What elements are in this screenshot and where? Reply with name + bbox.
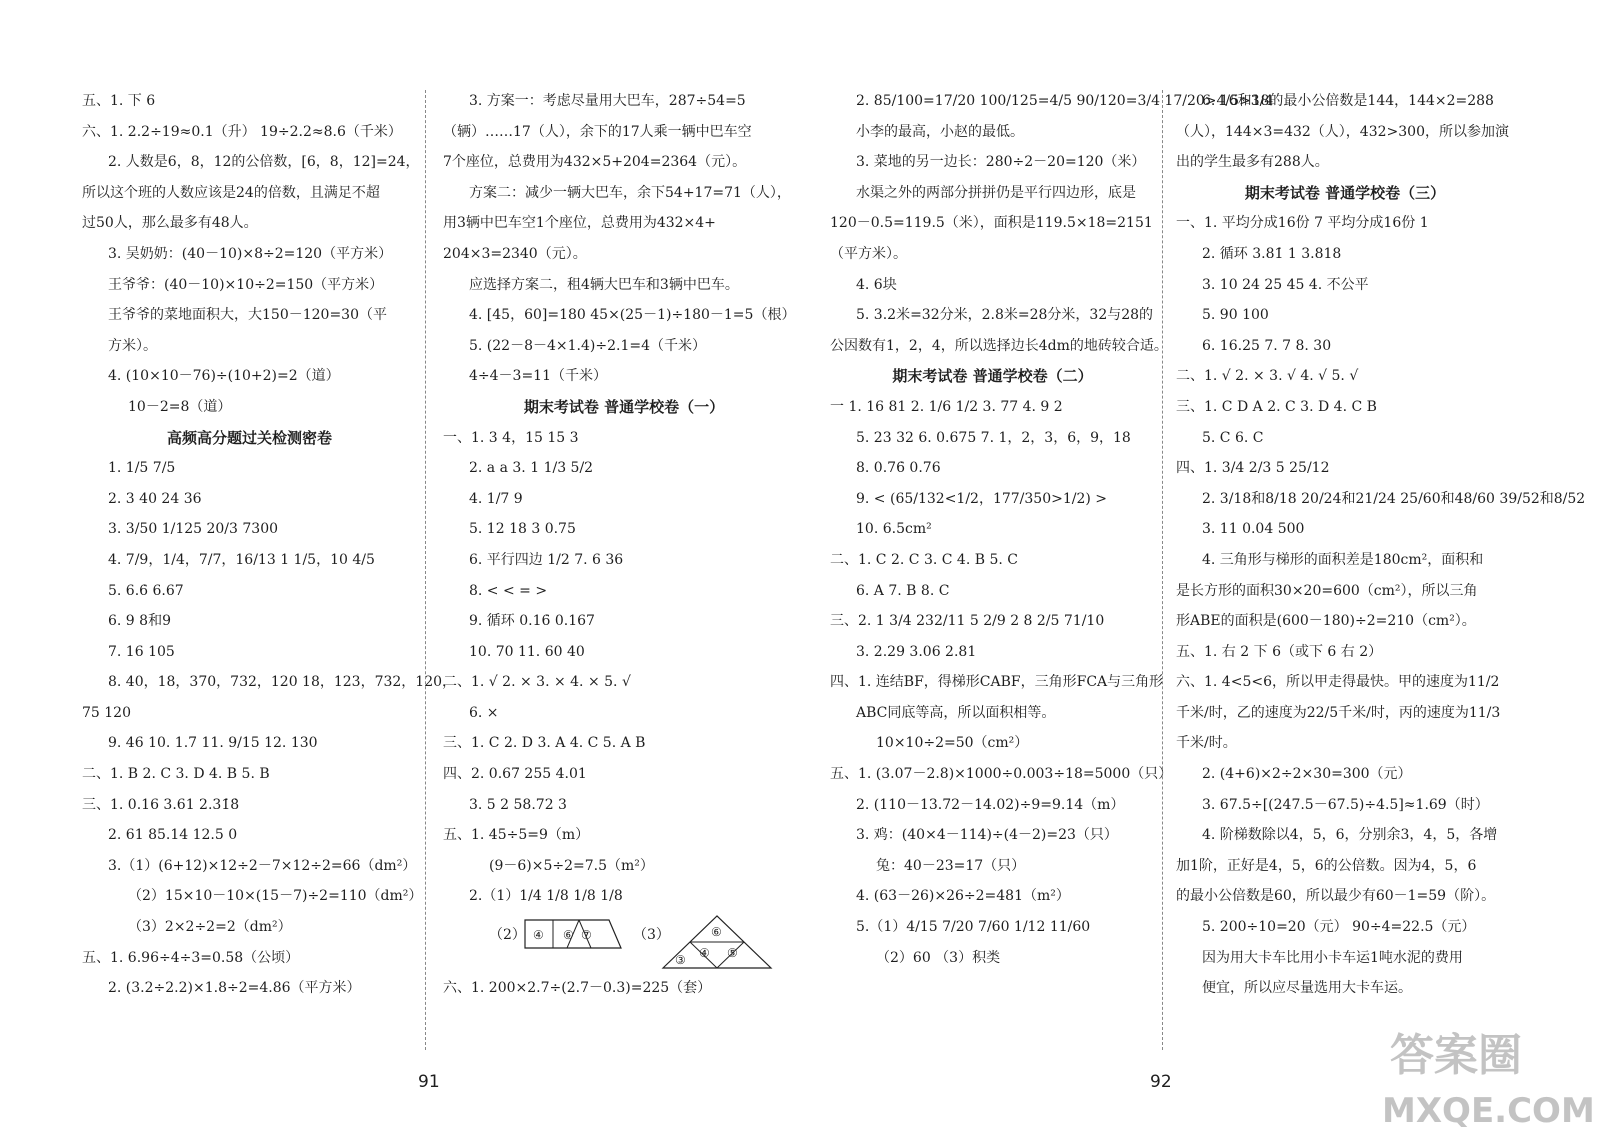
answer-line: 出的学生最多有288人。 (1176, 154, 1329, 171)
answer-line: 9. 46 10. 1.7 11. 9/15 12. 130 (108, 735, 318, 752)
answer-line: 二、1. √ 2. × 3. × 4. × 5. √ (443, 674, 631, 691)
answer-line: 6. 平行四边 1/2 7. 6 36 (469, 551, 624, 568)
answer-line: 方米）。 (108, 337, 157, 354)
section-heading: 期末考试卷 普通学校卷（一） (523, 397, 725, 416)
section-heading: 期末考试卷 普通学校卷（三） (1244, 183, 1446, 202)
answer-column-2 (443, 86, 805, 1004)
answer-line: 5. 23 32 6. 0.675 7. 1，2，3，6，9，18 (856, 429, 1131, 446)
answer-line: 便宜，所以应尽量选用大卡车运。 (1202, 980, 1412, 997)
answer-line: 六、1. 2.2÷19≈0.1（升） 19÷2.2≈8.6（千米） (82, 123, 402, 140)
answer-line: 3. 吴奶奶：(40－10)×8÷2=120（平方米） (108, 245, 393, 262)
answer-line: 四、1. 3/4 2/3 5 25/12 (1176, 460, 1330, 477)
answer-line: 王爷爷的菜地面积大，大150－120=30（平 (108, 307, 387, 324)
page-number-right: 92 (1150, 1072, 1172, 1092)
answer-line: 4. 6块 (856, 276, 897, 293)
answer-line: 3. 67.5÷[(247.5－67.5)÷4.5]≈1.69（时） (1202, 796, 1489, 813)
answer-line: 5. 6.6̇ 6.67 (108, 582, 184, 599)
answer-line: 4÷4－3=11（千米） (469, 368, 607, 385)
answer-line: 一、1. 3 4，15 15 3 (443, 429, 579, 446)
answer-line: 三、1. C 2. D 3. A 4. C 5. A B (443, 735, 646, 752)
answer-line: 3. 3/50 1/125 20/3 7300 (108, 521, 279, 538)
answer-line: 小李的最高，小赵的最低。 (856, 123, 1024, 140)
answer-line: 7. 16 105 (108, 643, 175, 660)
answer-line: 五、1. 45÷5=9（m） (443, 827, 590, 844)
answer-line: 204×3=2340（元）。 (443, 245, 587, 262)
answer-line: 是长方形的面积30×20=600（cm²），所以三角 (1176, 582, 1478, 599)
answer-line: 4. (63－26)×26÷2=481（m²） (856, 888, 1070, 905)
answer-line: 四、2. 0.67̇ 255 4.01 (443, 766, 587, 783)
answer-line: 5. 200÷10=20（元） 90÷4=22.5（元） (1202, 919, 1476, 936)
answer-line: 5. 90 100 (1202, 307, 1269, 324)
answer-line: 5. C 6. C (1202, 429, 1264, 446)
svg-text:④: ④ (699, 946, 710, 961)
answer-line: 2. (3.2÷2.2)×1.8÷2=4.86（平方米） (108, 980, 361, 997)
answer-line: 4. (10×10－76)÷(10+2)=2（道） (108, 368, 340, 385)
answer-line: 2. 循环 3.81̇ 1 3.818 (1202, 245, 1342, 262)
svg-text:MXQE.COM: MXQE.COM (1382, 1091, 1595, 1131)
answer-line: 9. 循环 0.16̇ 0.167 (469, 613, 595, 630)
answer-line: 2.（1）1/4 1/8 1/8 1/8 (469, 888, 623, 905)
answer-line: 所以这个班的人数应该是24的倍数，且满足不超 (82, 184, 380, 201)
figure-label: （3） (633, 927, 670, 944)
answer-line: 一 1. 16 81 2. 1/6 1/2 3. 77 4. 9 2 (830, 398, 1063, 415)
answer-line: 用3辆中巴车空1个座位，总费用为432×4+ (443, 215, 716, 232)
answer-line: 二、1. √ 2. × 3. √ 4. √ 5. √ (1176, 368, 1359, 385)
answer-line: 8. 40，18，370，732，120 18，123，732，120， (108, 674, 457, 691)
answer-line: 5.（1）4/15 7/20 7/60 1/12 11/60 (856, 919, 1091, 936)
answer-line: 千米/时，乙的速度为22/5千米/时，丙的速度为11/3 (1176, 704, 1501, 721)
answer-line: 方案二：减少一辆大巴车，余下54+17=71（人）， (469, 184, 791, 201)
answer-line: 水渠之外的两部分拼拼仍是平行四边形，底是 (856, 184, 1136, 201)
answer-line: 4. 7/9，1/4，7/7，16/13 1 1/5，10 4/5 (108, 551, 375, 568)
answer-line: 3. 11 0.04 500 (1202, 521, 1305, 538)
answer-line: ABC同底等高，所以面积相等。 (856, 704, 1056, 721)
svg-text:⑥: ⑥ (711, 925, 722, 940)
tangram-figure-3 (661, 914, 773, 970)
answer-line: 1. 1/5 7/5 (108, 460, 176, 477)
answer-line: 3. 5 2 58.72 3 (469, 796, 567, 813)
answer-line: 过50人，那么最多有48人。 (82, 215, 258, 232)
answer-line: 10. 6.5cm² (856, 521, 932, 538)
answer-line: 2. 3 40 24 36 (108, 490, 202, 507)
answer-line: 120－0.5=119.5（米），面积是119.5×18=2151 (830, 215, 1153, 232)
answer-line: 五、1. (3.07－2.8)×1000÷0.003÷18=5000（只） (830, 766, 1173, 783)
section-heading: 期末考试卷 普通学校卷（二） (892, 367, 1093, 386)
svg-text:⑥: ⑥ (563, 928, 574, 943)
answer-line: 六、1. 200×2.7÷(2.7－0.3)=225（套） (443, 980, 712, 997)
answer-line: 5. 3.2米=32分米，2.8米=28分米，32与28的 (856, 307, 1154, 324)
answer-line: 四、1. 连结BF，得梯形CABF，三角形FCA与三角形 (830, 674, 1164, 691)
answer-line: 75 120 (82, 704, 131, 721)
answer-line: 因为用大卡车比用小卡车运1吨水泥的费用 (1202, 949, 1463, 966)
answer-line: 五、1. 下 6 (82, 93, 156, 109)
section-heading: 高频高分题过关检测密卷 (166, 428, 332, 447)
answer-line: （辆）……17（人），余下的17人乘一辆中巴车空 (443, 123, 752, 140)
answer-line: 3. 10 24 25 45 4. 不公平 (1202, 276, 1369, 293)
answer-line: 三、1. C D A 2. C 3. D 4. C B (1176, 398, 1377, 415)
answer-line: 2. 3/18和8/18 20/24和21/24 25/60和48/60 39/52和8/52 (1202, 490, 1586, 507)
answer-line: 6. A 7. B 8. C (856, 582, 950, 599)
answer-line: 形ABE的面积是(600－180)÷2=210（cm²）。 (1176, 613, 1476, 630)
answer-line: 3. 方案一：考虑尽量用大巴车，287÷54=5 (469, 93, 746, 109)
answer-line: 3. 2.29 3.06 2.81 (856, 643, 977, 660)
column-divider (425, 90, 426, 1050)
answer-line: 6. × (469, 704, 499, 721)
answer-column-1 (82, 86, 457, 1004)
answer-line: 10×10÷2=50（cm²） (876, 735, 1029, 752)
watermark-logo (1380, 1018, 1595, 1134)
answer-line: 五、1. 右 2 下 6（或下 6 右 2） (1176, 643, 1383, 660)
answer-line: （平方米）。 (830, 245, 907, 262)
answer-line: 的最小公倍数是60，所以最少有60－1=59（阶）。 (1176, 888, 1496, 905)
answer-line: 3. 菜地的另一边长：280÷2－20=120（米） (856, 154, 1146, 171)
answer-line: 六、1. 4<5<6，所以甲走得最快。甲的速度为11/2 (1176, 674, 1500, 691)
answer-line: 8. < < = > (469, 582, 548, 599)
answer-line: 9. < (65/132<1/2，177/350>1/2) > (856, 490, 1108, 507)
answer-line: 2. 61 85.14 12.5 0 (108, 827, 238, 844)
svg-text:答案圈: 答案圈 (1390, 1030, 1522, 1081)
svg-text:④: ④ (533, 928, 544, 943)
answer-line: (9－6)×5÷2=7.5（m²） (489, 857, 654, 874)
answer-line: 加1阶，正好是4，5，6的公倍数。因为4，5，6 (1176, 857, 1477, 874)
answer-line: 5. (22－8－4×1.4)÷2.1=4（千米） (469, 337, 706, 354)
svg-text:⑦: ⑦ (581, 928, 592, 943)
answer-line: 应选择方案二，租4辆大巴车和3辆中巴车。 (469, 276, 739, 293)
answer-line: 2. (4+6)×2÷2×30=300（元） (1202, 766, 1412, 783)
answer-line: 2. a a 3. 1 1/3 5/2 (469, 460, 594, 477)
answer-line: 4. 三角形与梯形的面积差是180cm²，面积和 (1202, 551, 1484, 568)
column-divider (1162, 90, 1163, 1050)
figure-label: （2） (489, 927, 526, 944)
answer-line: （2）15×10－10×(15－7)÷2=110（dm²） (128, 888, 423, 905)
answer-line: 6. 16.25 7. 7 8. 30 (1202, 337, 1332, 354)
answer-line: 王爷爷：(40－10)×10÷2=150（平方米） (108, 276, 384, 293)
answer-line: 10. 70 11. 60 40 (469, 643, 585, 660)
svg-text:⑤: ⑤ (727, 946, 738, 961)
answer-line: （2）60 （3）积类 (876, 949, 1001, 966)
answer-line: 8. 0.76̇ 0.76 (856, 460, 941, 477)
answer-line: 千米/时。 (1176, 735, 1237, 752)
tangram-figure-2 (523, 918, 623, 950)
answer-line: 三、2. 1 3/4 232/11 5 2/9 2 8 2/5 71/10 (830, 613, 1105, 630)
answer-line: （3）2×2÷2=2（dm²） (128, 919, 292, 936)
answer-line: （人），144×3=432（人），432>300，所以参加演 (1176, 123, 1509, 140)
answer-line: 5. 12 18 3 0.75 (469, 521, 576, 538)
answer-line: 6. 16和18的最小公倍数是144，144×2=288 (1202, 93, 1494, 109)
answer-line: 三、1. 0.16 3.61 2.31̇8̇ (82, 796, 240, 813)
answer-line: 二、1. C 2. C 3. C 4. B 5. C (830, 551, 1018, 568)
answer-line: 五、1. 6.96÷4÷3=0.58（公顷） (82, 949, 300, 966)
answer-line: 二、1. B 2. C 3. D 4. B 5. B (82, 766, 270, 783)
page-number-left: 91 (418, 1072, 440, 1092)
answer-line: 10－2=8（道） (128, 398, 232, 415)
answer-line: 4. 1/7 9 (469, 490, 523, 507)
answer-line: 4. [45，60]=180 45×(25－1)÷180－1=5（根） (469, 307, 796, 324)
answer-line: 4. 阶梯数除以4，5，6，分别余3，4，5，各增 (1202, 827, 1498, 844)
answer-line: 2. 人数是6，8，12的公倍数，[6，8，12]=24， (108, 154, 420, 171)
answer-line: 2. 85/100=17/20 100/125=4/5 90/120=3/4 17/20>4/5>3/4 (856, 93, 1274, 109)
answer-line: 2. (110－13.72－14.02)÷9=9.14（m） (856, 796, 1125, 813)
answer-line: 7个座位，总费用为432×5+204=2364（元）。 (443, 154, 747, 171)
answer-line: 6. 9 8和9 (108, 613, 171, 630)
answer-line: 3.（1）(6+12)×12÷2－7×12÷2=66（dm²） (108, 857, 417, 874)
figure-row (443, 912, 805, 973)
answer-column-4 (1176, 86, 1586, 1004)
answer-line: 公因数有1，2，4，所以选择边长4dm的地砖较合适。 (830, 337, 1168, 354)
answer-line: 一、1. 平均分成16份 7 平均分成16份 1 (1176, 215, 1429, 232)
answer-line: 兔：40－23=17（只） (876, 857, 1026, 874)
answer-line: 3. 鸡：(40×4－114)÷(4－2)=23（只） (856, 827, 1118, 844)
svg-text:③: ③ (675, 953, 686, 968)
